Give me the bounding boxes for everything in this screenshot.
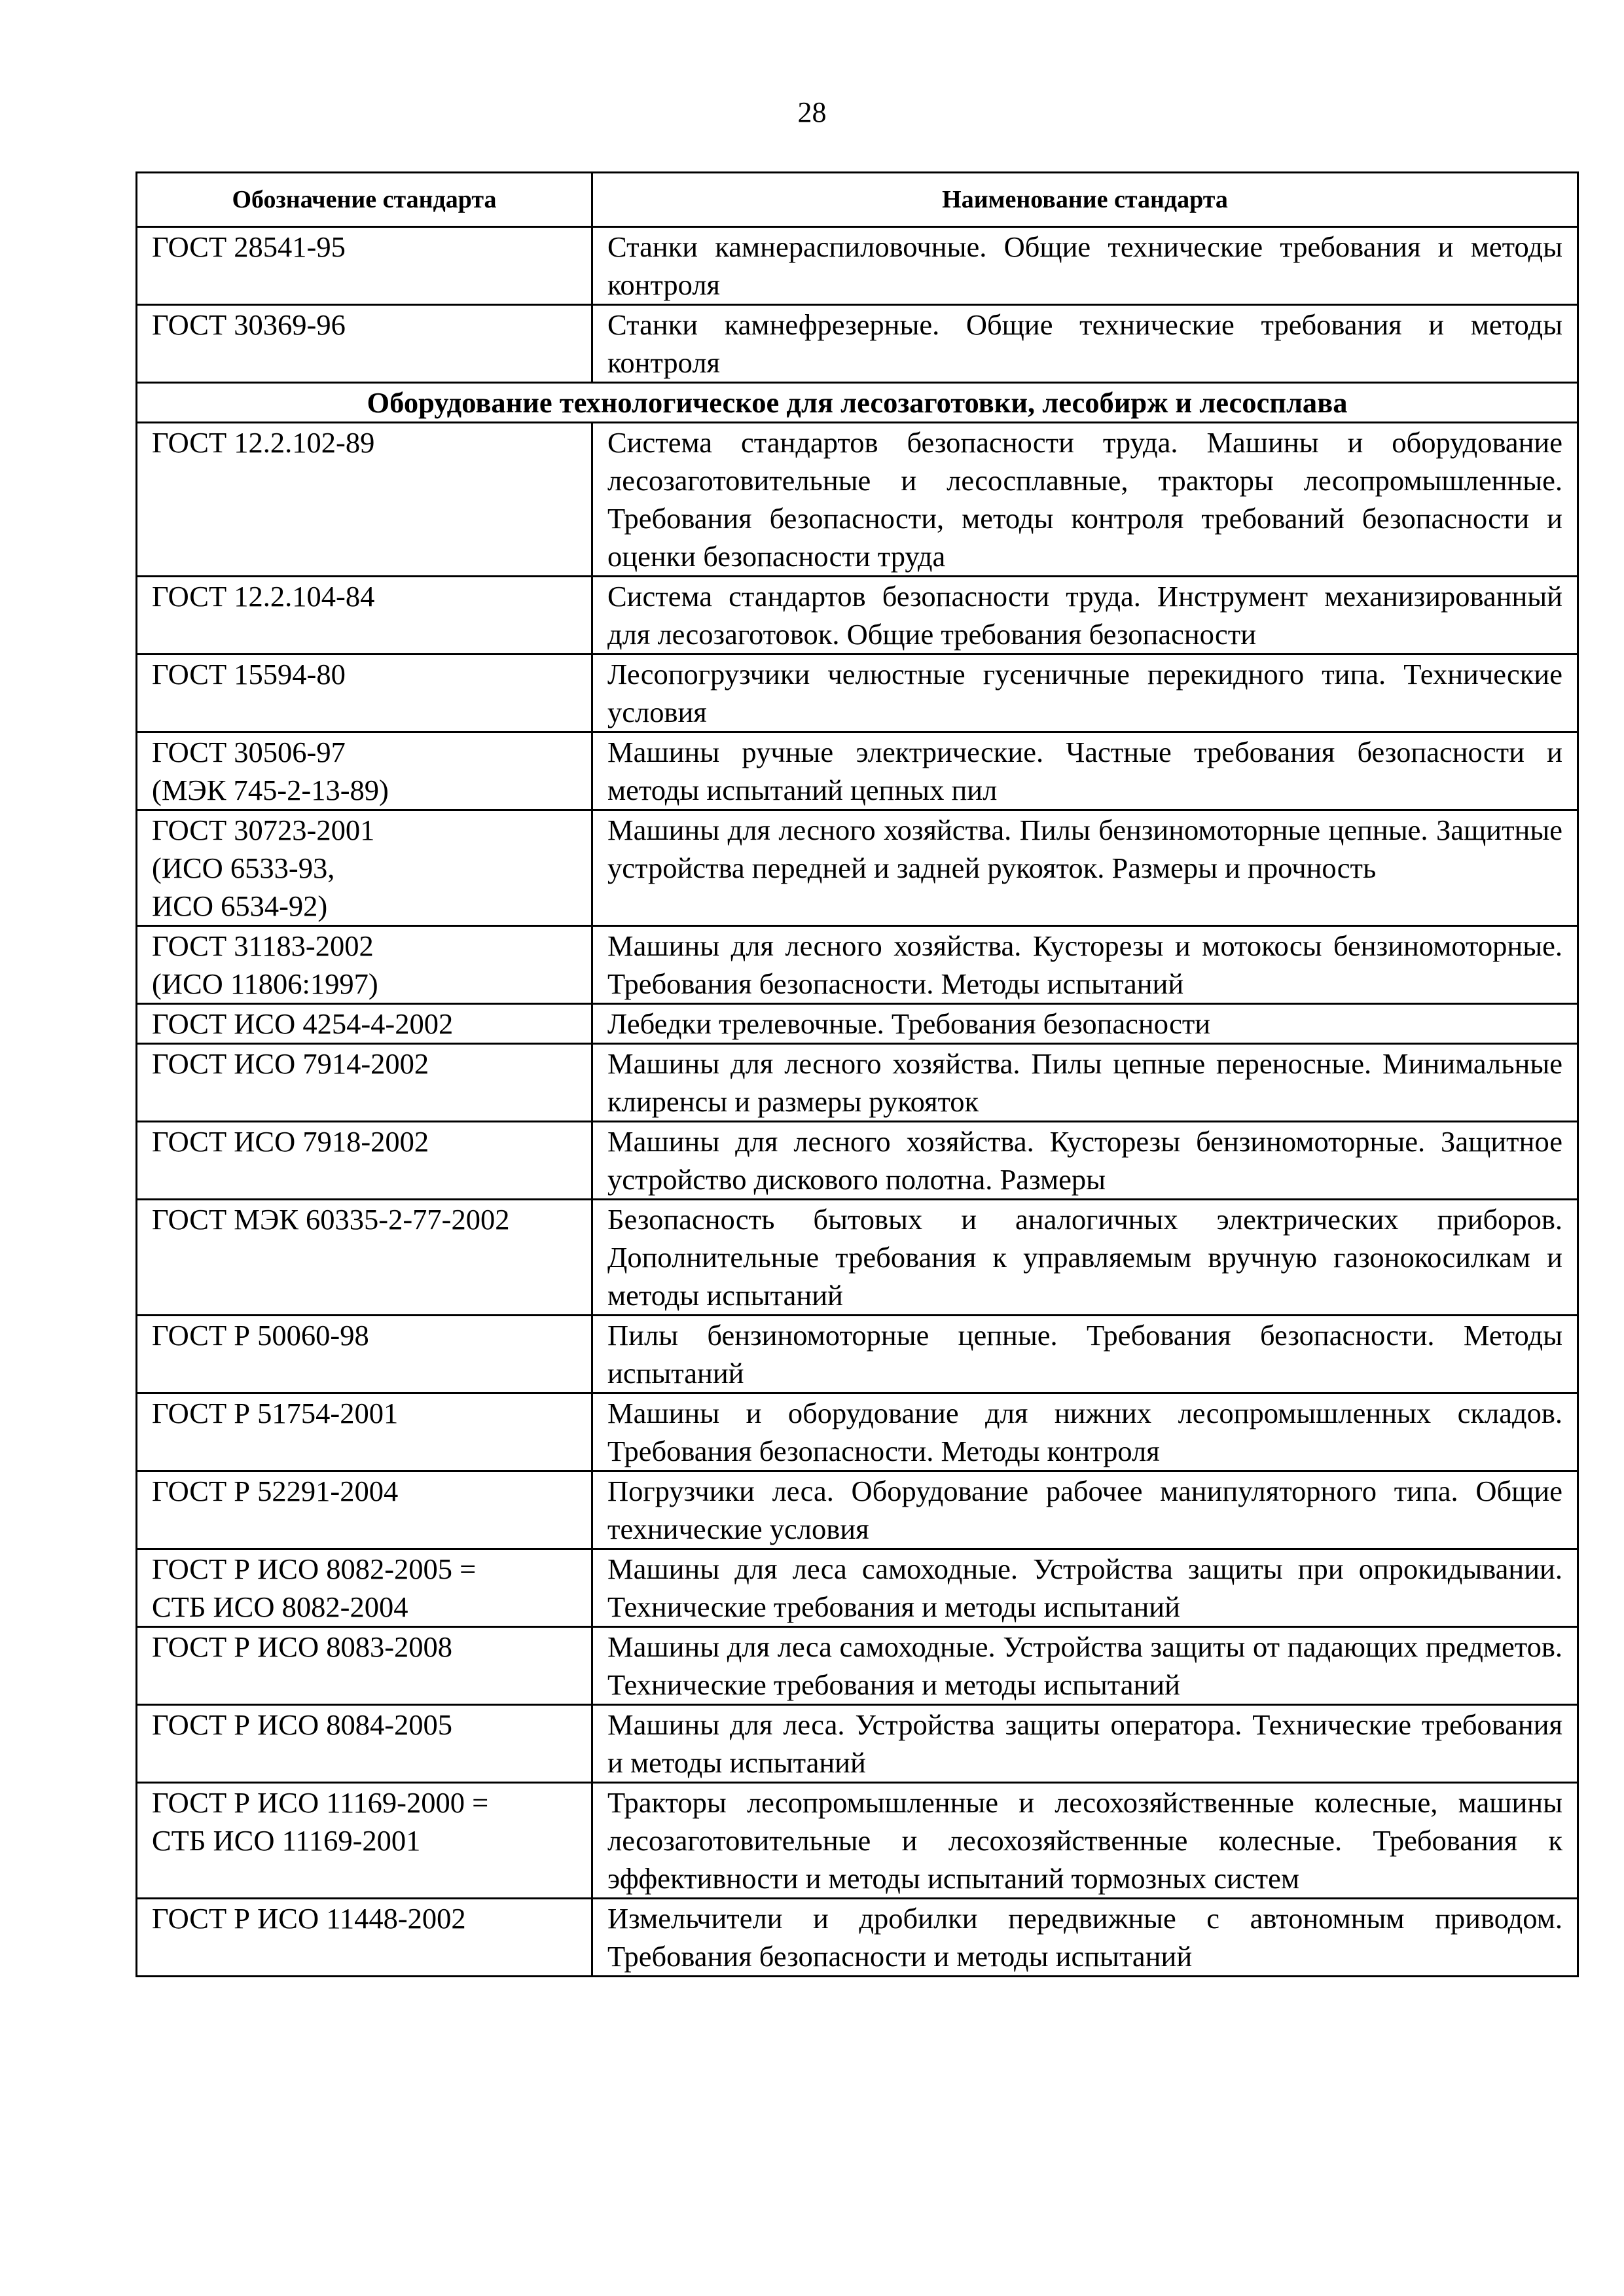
standard-code: ГОСТ Р 50060-98: [137, 1316, 592, 1393]
standard-code: ГОСТ Р ИСО 11448-2002: [137, 1899, 592, 1977]
standard-code: ГОСТ 31183-2002 (ИСО 11806:1997): [137, 926, 592, 1004]
standard-name: Машины для лесного хозяйства. Пилы бензиномоторные цепные. Защитные устройства передней и задней рукояток. Размеры и прочность: [592, 810, 1578, 926]
table-row: [137, 1122, 1578, 1200]
standard-code: ГОСТ 12.2.102-89: [137, 423, 592, 577]
table-row: [137, 1783, 1578, 1899]
standard-name: Машины для леса самоходные. Устройства защиты при опрокидывании. Технические требования и методы испытаний: [592, 1549, 1578, 1627]
section-title: Оборудование технологическое для лесозаготовки, лесобирж и лесосплава: [137, 383, 1578, 423]
table-body: [137, 227, 1578, 1977]
standard-code: ГОСТ Р ИСО 11169-2000 = СТБ ИСО 11169-2001: [137, 1783, 592, 1899]
standard-code: ГОСТ 12.2.104-84: [137, 577, 592, 655]
standard-code: ГОСТ ИСО 7918-2002: [137, 1122, 592, 1200]
standard-code: ГОСТ ИСО 4254-4-2002: [137, 1004, 592, 1044]
table-row: [137, 1549, 1578, 1627]
table-row: [137, 732, 1578, 810]
table-row: [137, 810, 1578, 926]
table-row: [137, 227, 1578, 305]
standard-code: ГОСТ 15594-80: [137, 655, 592, 732]
standard-code: ГОСТ 28541-95: [137, 227, 592, 305]
standard-name: Пилы бензиномоторные цепные. Требования безопасности. Методы испытаний: [592, 1316, 1578, 1393]
standard-name: Погрузчики леса. Оборудование рабочее манипуляторного типа. Общие технические условия: [592, 1471, 1578, 1549]
standard-code: ГОСТ Р ИСО 8084-2005: [137, 1705, 592, 1783]
header-designation: Обозначение стандарта: [137, 173, 592, 227]
standard-name: Станки камнераспиловочные. Общие технические требования и методы контроля: [592, 227, 1578, 305]
table-row: [137, 1200, 1578, 1316]
page-number: 28: [797, 96, 827, 128]
table-row: [137, 1393, 1578, 1471]
table-header-row: [137, 173, 1578, 227]
standard-name: Станки камнефрезерные. Общие технические требования и методы контроля: [592, 305, 1578, 383]
standard-code: ГОСТ Р ИСО 8083-2008: [137, 1627, 592, 1705]
standard-code: ГОСТ МЭК 60335-2-77-2002: [137, 1200, 592, 1316]
standard-name: Машины для леса. Устройства защиты оператора. Технические требования и методы испытаний: [592, 1705, 1578, 1783]
standard-name: Машины для леса самоходные. Устройства защиты от падающих предметов. Технические требования и методы испытаний: [592, 1627, 1578, 1705]
table-row: [137, 305, 1578, 383]
standard-code: ГОСТ Р 51754-2001: [137, 1393, 592, 1471]
header-name: Наименование стандарта: [592, 173, 1578, 227]
section-header-row: [137, 383, 1578, 423]
table-row: [137, 1627, 1578, 1705]
standard-name: Измельчители и дробилки передвижные с автономным приводом. Требования безопасности и методы испытаний: [592, 1899, 1578, 1977]
standard-code: ГОСТ 30506-97 (МЭК 745-2-13-89): [137, 732, 592, 810]
table-row: [137, 655, 1578, 732]
table-row: [137, 926, 1578, 1004]
standard-code: ГОСТ Р ИСО 8082-2005 = СТБ ИСО 8082-2004: [137, 1549, 592, 1627]
standard-code: ГОСТ Р 52291-2004: [137, 1471, 592, 1549]
standard-name: Лесопогрузчики челюстные гусеничные перекидного типа. Технические условия: [592, 655, 1578, 732]
standard-name: Безопасность бытовых и аналогичных электрических приборов. Дополнительные требования к управляемым вручную газонокосилкам и методы испытаний: [592, 1200, 1578, 1316]
standard-name: Машины ручные электрические. Частные требования безопасности и методы испытаний цепных пил: [592, 732, 1578, 810]
standard-code: ГОСТ 30369-96: [137, 305, 592, 383]
standard-name: Тракторы лесопромышленные и лесохозяйственные колесные, машины лесозаготовительные и лесохозяйственные колесные. Требования к эффективности и методы испытаний тормозных систем: [592, 1783, 1578, 1899]
table-row: [137, 1316, 1578, 1393]
table-row: [137, 1705, 1578, 1783]
standard-name: Система стандартов безопасности труда. Инструмент механизированный для лесозаготовок. Общие требования безопасности: [592, 577, 1578, 655]
standard-code: ГОСТ 30723-2001 (ИСО 6533-93, ИСО 6534-92): [137, 810, 592, 926]
table-row: [137, 1044, 1578, 1122]
standards-table: [135, 171, 1579, 1977]
table-row: [137, 1004, 1578, 1044]
standard-name: Машины для лесного хозяйства. Кусторезы и мотокосы бензиномоторные. Требования безопасности. Методы испытаний: [592, 926, 1578, 1004]
table-row: [137, 577, 1578, 655]
standard-name: Система стандартов безопасности труда. Машины и оборудование лесозаготовительные и лесосплавные, тракторы лесопромышленные. Требования безопасности, методы контроля требований безопасности и оценки безопасности труда: [592, 423, 1578, 577]
standard-name: Машины для лесного хозяйства. Кусторезы бензиномоторные. Защитное устройство дискового полотна. Размеры: [592, 1122, 1578, 1200]
standard-name: Машины и оборудование для нижних лесопромышленных складов. Требования безопасности. Методы контроля: [592, 1393, 1578, 1471]
table-row: [137, 423, 1578, 577]
table-row: [137, 1899, 1578, 1977]
standard-code: ГОСТ ИСО 7914-2002: [137, 1044, 592, 1122]
standard-name: Машины для лесного хозяйства. Пилы цепные переносные. Минимальные клиренсы и размеры рукояток: [592, 1044, 1578, 1122]
table-row: [137, 1471, 1578, 1549]
standard-name: Лебедки трелевочные. Требования безопасности: [592, 1004, 1578, 1044]
